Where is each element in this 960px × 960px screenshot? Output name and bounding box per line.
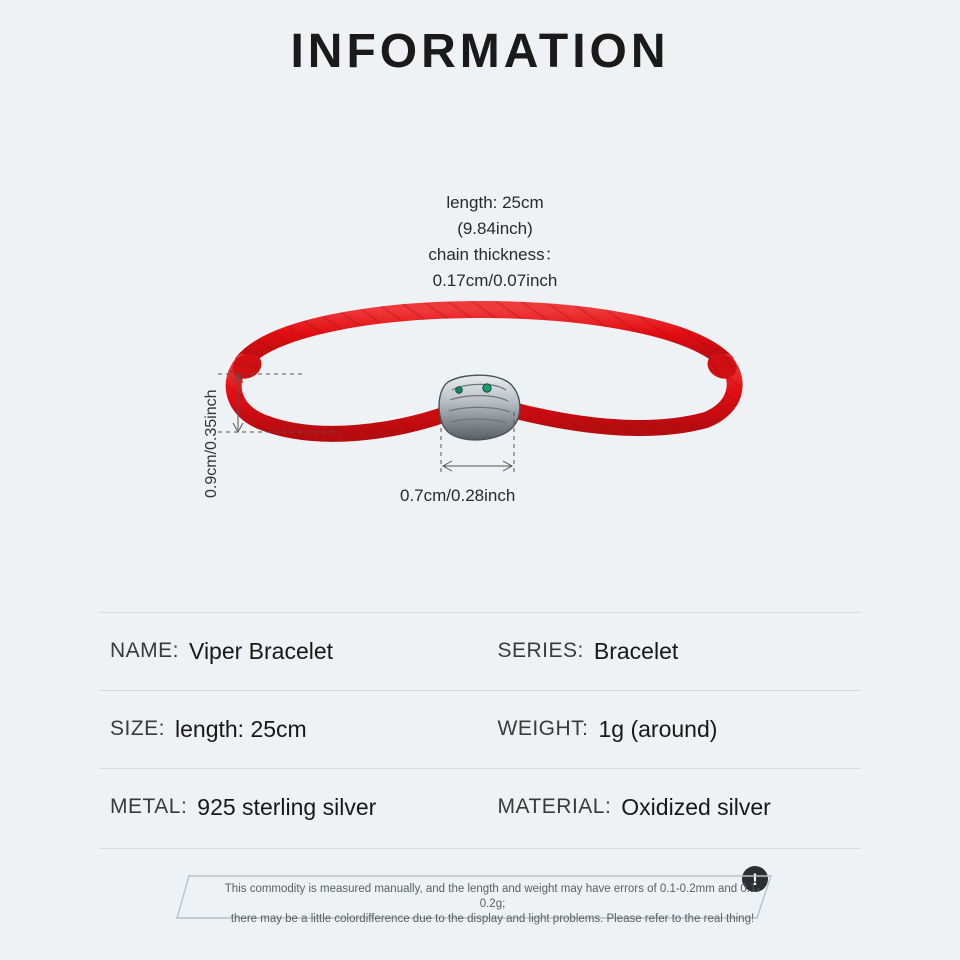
snake-head-charm [439,375,520,440]
spec-cell-series [473,612,861,690]
cord-right-strand [512,362,735,428]
product-illustration [0,270,960,560]
spec-value-size: length: 25cm [175,715,307,742]
spec-chain-thickness-value: 0.17cm/0.07inch [432,271,558,290]
cord-left-strand [234,362,443,434]
spec-length-cm: length: 25cm [446,193,544,212]
spec-cell-material [473,768,861,846]
spec-length-inch: (9.84inch) [457,219,533,238]
spec-cell-metal [100,768,473,846]
spec-row [100,768,860,846]
snake-eye-icon [483,384,491,392]
spec-row [100,612,860,690]
spec-key-weight: WEIGHT: [497,717,589,740]
divider [100,848,860,849]
spec-key-size: SIZE: [110,717,166,740]
footer-note [175,872,785,925]
spec-value-series: Bracelet [593,637,679,664]
spec-key-metal: METAL: [110,795,188,818]
spec-cell-name [100,612,473,690]
spec-value-metal: 925 sterling silver [197,793,377,820]
note-line-1: This commodity is measured manually, and the length and weight may have errors of 0.1-0.2mm and 0.1-0.2g; [224,883,761,910]
dimension-vertical-label [183,360,220,500]
spec-key-series: SERIES: [497,639,584,662]
note-text [220,882,765,927]
warning-badge-icon: ! [742,866,768,892]
page-title: INFORMATION [290,25,670,78]
spec-row [100,690,860,768]
note-line-2: there may be a little colordifference due to the display and light problems. Please refer to the real thing! [230,913,755,925]
spec-key-material: MATERIAL: [497,795,612,818]
spec-key-name: NAME: [110,639,180,662]
spec-chain-thickness-label: chain thickness： [428,245,562,264]
spec-value-material: Oxidized silver [621,793,771,820]
dimension-vertical-text: 0.9cm/0.35inch [203,389,220,498]
spec-cell-weight [473,690,861,768]
spec-value-weight: 1g (around) [598,715,718,742]
spec-value-name: Viper Bracelet [189,637,334,664]
cord-upper-loop [243,310,726,363]
dimension-horizontal-label: 0.7cm/0.28inch [400,486,516,505]
spec-cell-size [100,690,473,768]
